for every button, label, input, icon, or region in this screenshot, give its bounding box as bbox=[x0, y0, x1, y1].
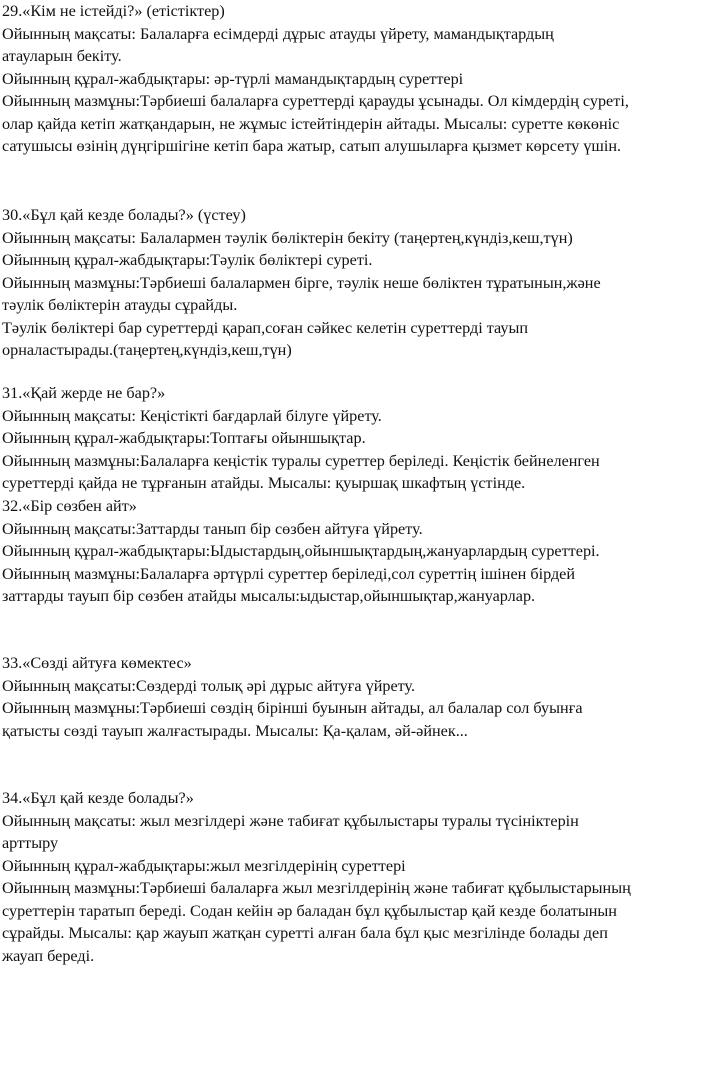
text-line: тәулік бөліктерін атауды сұрайды. bbox=[2, 296, 238, 314]
text-line: арттыру bbox=[2, 834, 59, 852]
text-line: сұрайды. Мысалы: қар жауып жатқан суретті алған бала бұл қыс мезгілінде болады деп bbox=[2, 924, 608, 942]
game-section-33 bbox=[2, 652, 702, 742]
game-section-30 bbox=[2, 204, 702, 362]
game-section-31 bbox=[2, 382, 702, 495]
text-line: суреттерді қайда не тұрғанын атайды. Мысалы: қуыршақ шкафтың үстінде. bbox=[2, 474, 526, 492]
text-line: суреттерін таратып береді. Содан кейін әр баладан бұл құбылыстар қай кезде болатынын bbox=[2, 901, 617, 920]
section-title: 29.«Кім не істейді?» (етістіктер) bbox=[2, 2, 225, 20]
text-line: Ойынның мазмұны:Тәрбиеші балаларға жыл мезгілдерінің және табиғат құбылыстарының bbox=[2, 879, 631, 897]
section-title: 31.«Қай жерде не бар?» bbox=[2, 384, 166, 402]
text-line: қатысты сөзді тауып жалғастырады. Мысалы: Қа-қалам, әй-әйнек... bbox=[2, 721, 468, 740]
text-line: Ойынның мақсаты: жыл мезгілдері және табиғат құбылыстары туралы түсініктерін bbox=[2, 811, 579, 830]
section-title: 33.«Сөзді айтуға көмектес» bbox=[2, 654, 192, 672]
text-line: Тәулік бөліктері бар суреттерді қарап,соған сәйкес келетін суреттерді тауып bbox=[2, 318, 529, 337]
section-title: 32.«Бір сөзбен айт» bbox=[2, 497, 137, 515]
text-line: Ойынның мақсаты: Балалармен тәулік бөліктерін бекіту (таңертең,күндіз,кеш,түн) bbox=[2, 228, 573, 247]
text-line: Ойынның құрал-жабдықтары: әр-түрлі мамандықтардың суреттері bbox=[2, 69, 464, 88]
text-line: Ойынның мазмұны:Тәрбиеші сөздің бірінші буынын айтады, ал балалар сол буынға bbox=[2, 699, 583, 717]
text-line: Ойынның құрал-жабдықтары:Тәулік бөліктері суреті. bbox=[2, 251, 373, 269]
text-line: Ойынның мақсаты: Кеңістікті бағдарлай білуге үйрету. bbox=[2, 406, 382, 425]
text-line: заттарды тауып бір сөзбен атайды мысалы:ыдыстар,ойыншықтар,жануарлар. bbox=[2, 587, 536, 605]
text-line: Ойынның мазмұны:Балаларға кеңістік туралы суреттер беріледі. Кеңістік бейнеленген bbox=[2, 451, 600, 470]
text-line: Ойынның құрал-жабдықтары:Топтағы ойыншықтар. bbox=[2, 429, 366, 447]
section-title: 34.«Бұл қай кезде болады?» bbox=[2, 789, 194, 807]
text-line: атауларын бекіту. bbox=[2, 47, 122, 65]
text-line: Ойынның мақсаты:Сөздерді толық әрі дұрыс айтуға үйрету. bbox=[2, 676, 416, 695]
game-section-32 bbox=[2, 495, 702, 608]
game-section-34 bbox=[2, 787, 702, 967]
text-line: олар қайда кетіп жатқандарын, не жұмыс істейтіндерін айтады. Мысалы: суретте көкөніс bbox=[2, 114, 620, 133]
text-line: Ойынның құрал-жабдықтары:жыл мезгілдерінің суреттері bbox=[2, 856, 406, 875]
text-line: Ойынның мазмұны:Балаларға әртүрлі суреттер беріледі,сол суреттің ішінен бірдей bbox=[2, 564, 576, 583]
text-line: орналастырады.(таңертең,күндіз,кеш,түн) bbox=[2, 341, 292, 359]
text-line: Ойынның мақсаты: Балаларға есімдерді дұрыс атауды үйрету, мамандықтардың bbox=[2, 24, 554, 43]
text-line: Ойынның мазмұны:Тәрбиеші балалармен бірге, тәулік неше бөліктен тұратынын,және bbox=[2, 273, 601, 292]
text-line: Ойынның мақсаты:Заттарды танып бір сөзбен айтуға үйрету. bbox=[2, 519, 423, 538]
section-title: 30.«Бұл қай кезде болады?» (үстеу) bbox=[2, 206, 246, 224]
text-line: жауап береді. bbox=[2, 946, 95, 965]
text-line: сатушысы өзінің дүңгіршігіне кетіп бара жатыр, сатып алушыларға қызмет көрсету үшін. bbox=[2, 137, 622, 155]
game-section-29 bbox=[2, 0, 702, 158]
text-line: Ойынның құрал-жабдықтары:Ыдыстардың,ойыншықтардың,жануарлардың суреттері. bbox=[2, 542, 600, 560]
text-line: Ойынның мазмұны:Тәрбиеші балаларға суреттерді қарауды ұсынады. Ол кімдердің суреті, bbox=[2, 92, 629, 110]
